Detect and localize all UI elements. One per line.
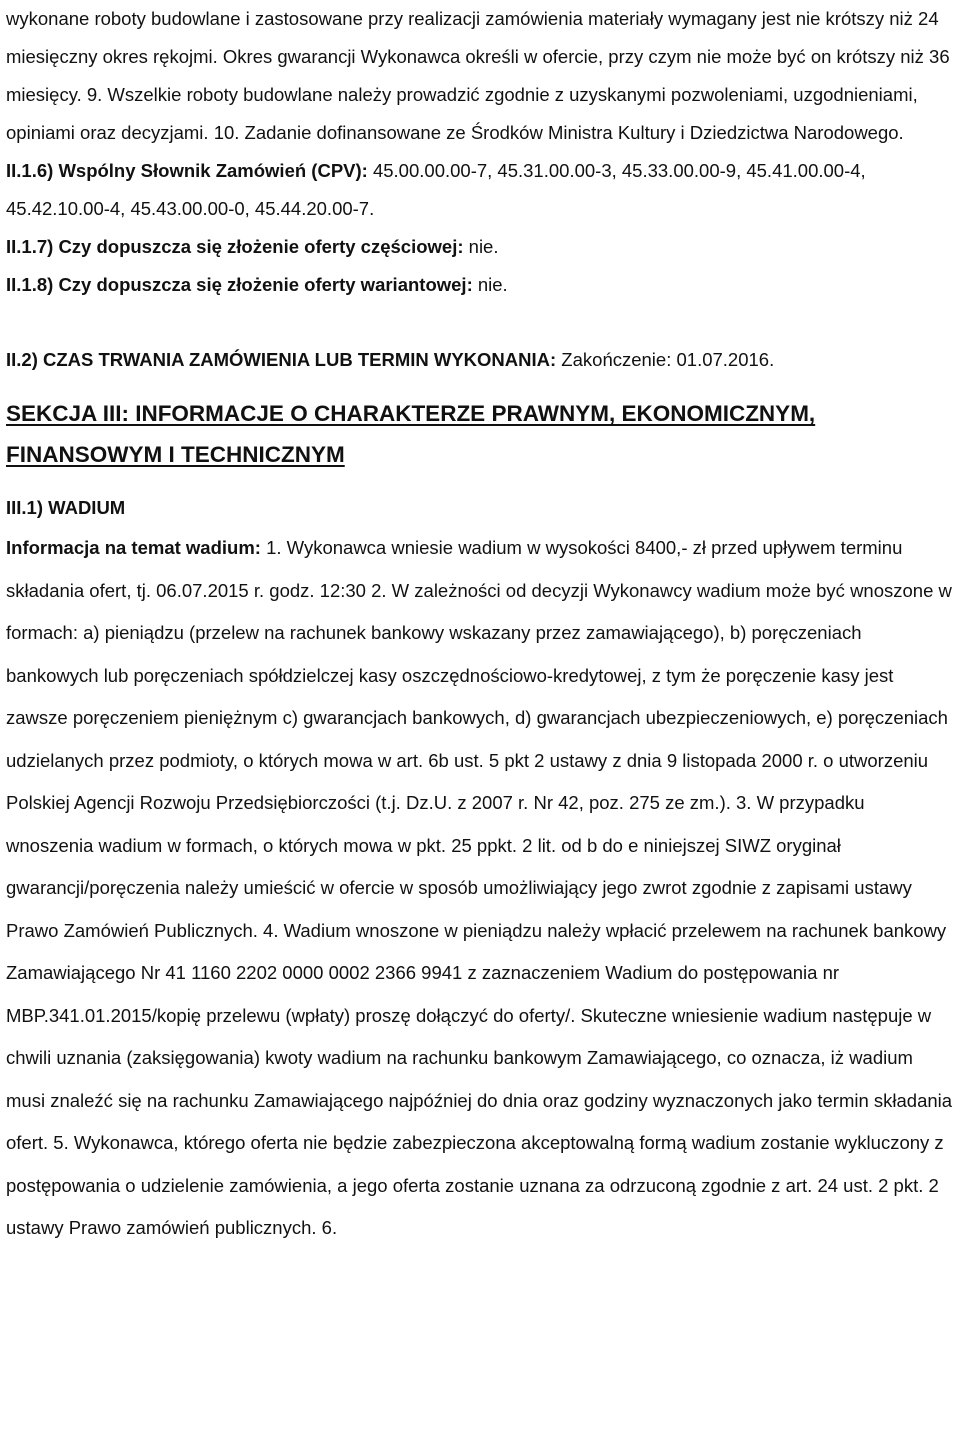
- paragraph-guarantee-text: wykonane roboty budowlane i zastosowane przy realizacji zamówienia materiały wymagany jest nie krótszy niż 24 miesięczny okres rękojmi. Okres gwarancji Wykonawca określi w ofercie, przy czym nie może być on krótszy niż 36 miesięcy. 9. Wszelkie roboty budowlane należy prowadzić zgodnie z uzyskanymi pozwoleniami, uzgodnieniami, opiniami oraz decyzjami. 10. Zadanie dofinansowane ze Środków Ministra Kultury i Dziedzictwa Narodowego.: [6, 8, 950, 143]
- partial-offer-label: II.1.7) Czy dopuszcza się złożenie oferty częściowej:: [6, 236, 464, 257]
- spacer: [6, 475, 956, 489]
- wadium-text: 1. Wykonawca wniesie wadium w wysokości 8400,- zł przed upływem terminu składania ofert, tj. 06.07.2015 r. godz. 12:30 2. W zależności od decyzji Wykonawcy wadium może być wnoszone w formach: a) pieniądzu (przelew na rachunek bankowy wskazany przez zamawiającego), b) poręczeniach bankowych lub poręczeniach spółdzielczej kasy oszczędnościowo-kredytowej, z tym że poręczenie kasy jest zawsze poręczeniem pieniężnym c) gwarancjach bankowych, d) gwarancjach ubezpieczeniowych, e) poręczeniach udzielanych przez podmioty, o których mowa w art. 6b ust. 5 pkt 2 ustawy z dnia 9 listopada 2000 r. o utworzeniu Polskiej Agencji Rozwoju Przedsiębiorczości (t.j. Dz.U. z 2007 r. Nr 42, poz. 275 ze zm.). 3. W przypadku wnoszenia wadium w formach, o których mowa w pkt. 25 ppkt. 2 lit. od b do e niniejszej SIWZ oryginał gwarancji/poręczenia należy umieścić w ofercie w sposób umożliwiający jego zwrot zgodnie z zapisami ustawy Prawo Zamówień Publicznych. 4. Wadium wnoszone w pieniądzu należy wpłacić przelewem na rachunek bankowy Zamawiającego Nr 41 1160 2202 0000 0002 2366 9941 z zaznaczeniem Wadium do postępowania nr MBP.341.01.2015/kopię przelewu (wpłaty) proszę dołączyć do oferty/. Skuteczne wniesienie wadium następuje w chwili uznania (zaksięgowania) kwoty wadium na rachunku bankowym Zamawiającego, co oznacza, iż wadium musi znaleźć się na rachunku Zamawiającego najpóźniej do dnia oraz godziny wyznaczonych jako termin składania ofert. 5. Wykonawca, którego oferta nie będzie zabezpieczona akceptowalną formą wadium zostanie wykluczony z postępowania o udzielenie zamówienia, a jego oferta zostanie uznana za odrzuconą zgodnie z art. 24 ust. 2 pkt. 2 ustawy Prawo zamówień publicznych. 6.: [6, 537, 953, 1238]
- variant-offer-paragraph: [6, 266, 956, 304]
- spacer: [6, 304, 956, 341]
- document-page: [6, 0, 956, 1250]
- partial-offer-value: nie.: [463, 236, 499, 257]
- partial-offer-paragraph: [6, 228, 956, 266]
- cpv-value: 45.00.00.00-7, 45.31.00.00-3, 45.33.00.00-9, 45.41.00.00-4, 45.42.10.00-4, 45.43.00.00-0, 45.44.20.00-7.: [6, 160, 866, 219]
- spacer: [6, 379, 956, 393]
- cpv-label: II.1.6) Wspólny Słownik Zamówień (CPV):: [6, 160, 368, 181]
- duration-value: Zakończenie: 01.07.2016.: [556, 349, 775, 370]
- variant-offer-value: nie.: [472, 274, 508, 295]
- section-3-heading: SEKCJA III: INFORMACJE O CHARAKTERZE PRAWNYM, EKONOMICZNYM, FINANSOWYM I TECHNICZNYM: [6, 401, 816, 467]
- paragraph-guarantee: [6, 0, 956, 152]
- wadium-heading: III.1) WADIUM: [6, 497, 126, 518]
- duration-label: II.2) CZAS TRWANIA ZAMÓWIENIA LUB TERMIN WYKONANIA:: [6, 349, 557, 370]
- variant-offer-label: II.1.8) Czy dopuszcza się złożenie oferty wariantowej:: [6, 274, 473, 295]
- wadium-label: Informacja na temat wadium:: [6, 537, 261, 558]
- wadium-paragraph: [6, 527, 956, 1250]
- duration-paragraph: [6, 341, 956, 379]
- cpv-paragraph: [6, 152, 956, 228]
